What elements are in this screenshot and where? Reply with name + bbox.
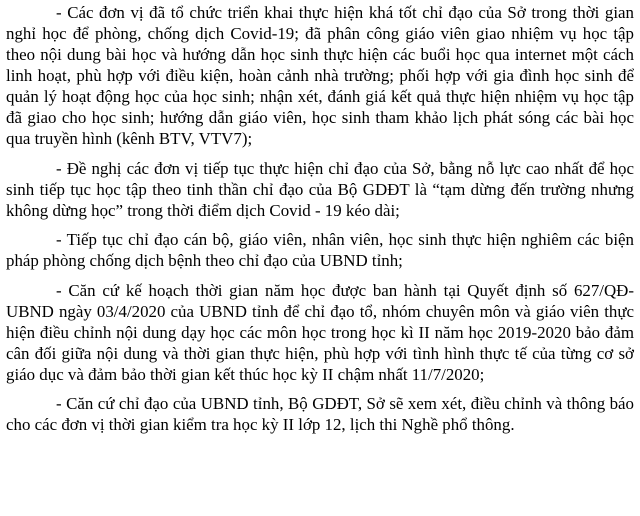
paragraph-implementation-summary: - Các đơn vị đã tổ chức triển khai thực hiện khá tốt chỉ đạo của Sở trong thời gian nghỉ học để phòng, chống dịch Covid-19; đã phân công giáo viên giao nhiệm vụ học tập theo nội dung bài học và hướng dẫn học sinh thực hiện các buổi học qua internet một cách linh hoạt, phù hợp với điều kiện, hoàn cảnh nhà trường; phối hợp với gia đình học sinh để quản lý hoạt động học của học sinh; nhận xét, đánh giá kết quả thực hiện nhiệm vụ học tập đã giao cho học sinh; hướng dẫn giáo viên, học sinh tham khảo lịch phát sóng các bài học qua truyền hình (kênh BTV, VTV7); [6,3,634,148]
paragraph-curriculum-adjustment: - Căn cứ kế hoạch thời gian năm học được ban hành tại Quyết định số 627/QĐ-UBND ngày 03/4/2020 của UBND tỉnh để chỉ đạo tổ, nhóm chuyên môn và giáo viên thực hiện điều chỉnh nội dung dạy học các môn học trong học kì II năm học 2019-2020 bảo đảm cân đối giữa nội dung và thời gian thực hiện, phù hợp với tình hình thực tế của từng cơ sở giáo dục và đảm bảo thời gian kết thúc học kỳ II chậm nhất 11/7/2020; [6,280,634,384]
document-body [0,2,640,435]
paragraph-continue-direction: - Đề nghị các đơn vị tiếp tục thực hiện chỉ đạo của Sở, bằng nỗ lực cao nhất để học sinh tiếp tục học tập theo tinh thần chỉ đạo của Bộ GDĐT là “tạm dừng đến trường nhưng không dừng học” trong thời điểm dịch Covid - 19 kéo dài; [6,158,634,220]
paragraph-epidemic-prevention: - Tiếp tục chỉ đạo cán bộ, giáo viên, nhân viên, học sinh thực hiện nghiêm các biện pháp phòng chống dịch bệnh theo chỉ đạo của UBND tỉnh; [6,230,634,270]
paragraph-exam-schedule: - Căn cứ chỉ đạo của UBND tỉnh, Bộ GDĐT, Sở sẽ xem xét, điều chỉnh và thông báo cho các đơn vị thời gian kiểm tra học kỳ II lớp 12, lịch thi Nghề phổ thông. [6,394,634,434]
